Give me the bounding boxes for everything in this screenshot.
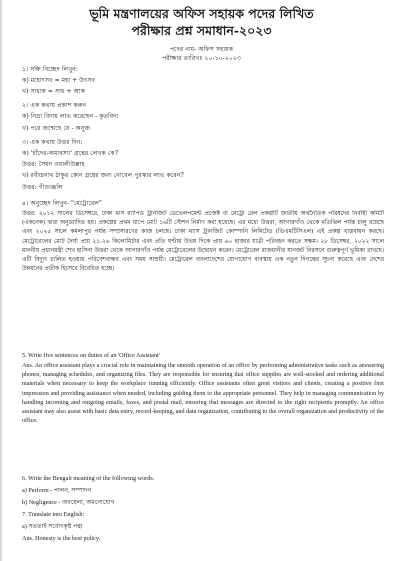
q7-heading: 7. Translate into English:	[22, 511, 85, 518]
q6-item-b: b) Negligence - অবহেলা, অমনোযোগ	[22, 499, 115, 506]
q4-answer-paragraph: উত্তর: ২০১২ সালের ডিসেম্বরে, ঢাকা মাস র‍্যাপিড ট্রানজিট ডেভেলপমেন্ট প্রজেক্ট বা মেট্রো রেল প্রকল্পটি জাতীয় অর্থনৈতিক পরিষদের নির্বাহী কমিটি (একনেক) দ্বারা অনুমোদিত হয়। প্রকল্পের প্রথম ধাপে মোট ১৬টি স্টেশন নির্মাণ করা হয়েছে। এর মধ্যে উত্তরা, আগারগাঁও থেকে মতিঝিল পর্যন্ত চালু রয়েছে এবং ২০২৫ সালে কমলাপুর পর্যন্ত সম্প্রসারণের কাজ চলছে। ঢাকা ম্যাস ট্রানজিট কোম্পানি লিমিটেড (ডিএমটিসিএল) এই প্রকল্প বাস্তবায়ন করছে। মেট্রোরেলের মোট দৈর্ঘ্য প্রায় ২১.২৬ কিলোমিটার এবং প্রতি ঘণ্টায় উভয় দিকে প্রায় ৬০ হাজার যাত্রী পরিবহন করতে সক্ষম। ২৮ ডিসেম্বর, ২০২২ সালে মাননীয় প্রধানমন্ত্রী শেখ হাসিনা উত্তরা থেকে আগারগাঁও পর্যন্ত মেট্রোরেলের উদ্বোধন করেন। মেট্রোরেল রাজধানীর যানজট নিরসনে গুরুত্বপূর্ণ ভূমিকা রাখছে। এটি বিদ্যুৎ চালিত হওয়ায় পরিবেশবান্ধব এবং সময় সাশ্রয়ী। মেট্রোরেল বাংলাদেশের যোগাযোগ ব্যবস্থায় এক নতুন দিগন্তের সূচনা করেছে এবং দেশের উন্নয়নের প্রতীক হিসেবে বিবেচিত হচ্ছে।	[22, 211, 384, 273]
q3-heading: ৩। এক কথায় উত্তর দিন:	[22, 139, 83, 146]
q3-item-a: ক) 'চাঁদের-অমাবস্যা' গ্রন্থের লেখক কে?	[22, 150, 118, 157]
q5-answer-paragraph: Ans. An office assistant plays a crucial role in maintaining the smooth operation of an office by performing administrative tasks such as answering phones, managing schedules, and organizing files. They are responsible for ensuring that office supplies are well-stocked and ordering additional materials when necessary to keep the workplace running efficiently. Office assistants often greet visitors and clients, creating a positive first impression and providing assistance when needed, including guiding them to the appropriate personnel. They help in managing communication by handling incoming and outgoing emails, faxes, and postal mail, ensuring that messages are directed to the right recipients promptly. An office assistant may also assist with basic data entry, record-keeping, and data organization, contributing to the overall organization and productivity of the office.	[22, 363, 384, 425]
page-edge-shadow	[0, 0, 2, 561]
q4-heading: ৪। অনুচ্ছেদ লিখুন- "মেট্রোরেল"	[22, 200, 102, 207]
q2-item-b: খ) পরে জন্মেছে যে - অনুজ	[22, 125, 91, 132]
post-name: পদের নাম- অফিস সহায়ক	[169, 46, 234, 53]
q7-item-a: a) সততাই সর্বোৎকৃষ্ট পন্থা	[22, 523, 83, 530]
q6-item-a: a) Perform - পালন, সম্পাদন	[22, 487, 92, 494]
q3-answer-b: উত্তর: গীতাঞ্জলি	[22, 184, 63, 191]
q7-answer: Ans. Honesty is the best policy.	[22, 535, 101, 542]
page-title-line2: পরীক্ষার প্রশ্ন সমাধান-২০২৩	[131, 23, 272, 38]
page-title-line1: ভূমি মন্ত্রণালয়ের অফিস সহায়ক পদের লিখিত	[89, 6, 314, 21]
q1-item-a: ক) মহোৎসব = মহা + উৎসব	[22, 77, 95, 84]
q6-heading: 6. Write the Bengali meaning of the following words.	[22, 475, 155, 482]
q1-item-b: খ) সাধ্যক = সাধ + আক	[22, 88, 86, 95]
q2-heading: ২। এক কথায় প্রকাশ করুন	[22, 102, 87, 109]
q2-item-a: ক) নিদ্রা বিদায় লাভ করেছেন - কৃতবিদ্য	[22, 113, 119, 120]
q1-heading: ১। সন্ধি বিচ্ছেদ লিখুন:	[22, 66, 78, 73]
exam-date: পরীক্ষার তারিখঃ ২০-১০-২০২৩	[162, 55, 241, 62]
q3-answer-a: উত্তর: সৈয়দ ওয়ালীউল্লাহ	[22, 161, 85, 168]
q3-item-b: খ) রবীন্দ্রনাথ ঠাকুর কোন গ্রন্থের জন্য নোবেল পুরস্কার লাভ করেন?	[22, 172, 184, 179]
q5-heading: 5. Write five sentences on duties of an 'Office Assistant'	[22, 352, 160, 359]
